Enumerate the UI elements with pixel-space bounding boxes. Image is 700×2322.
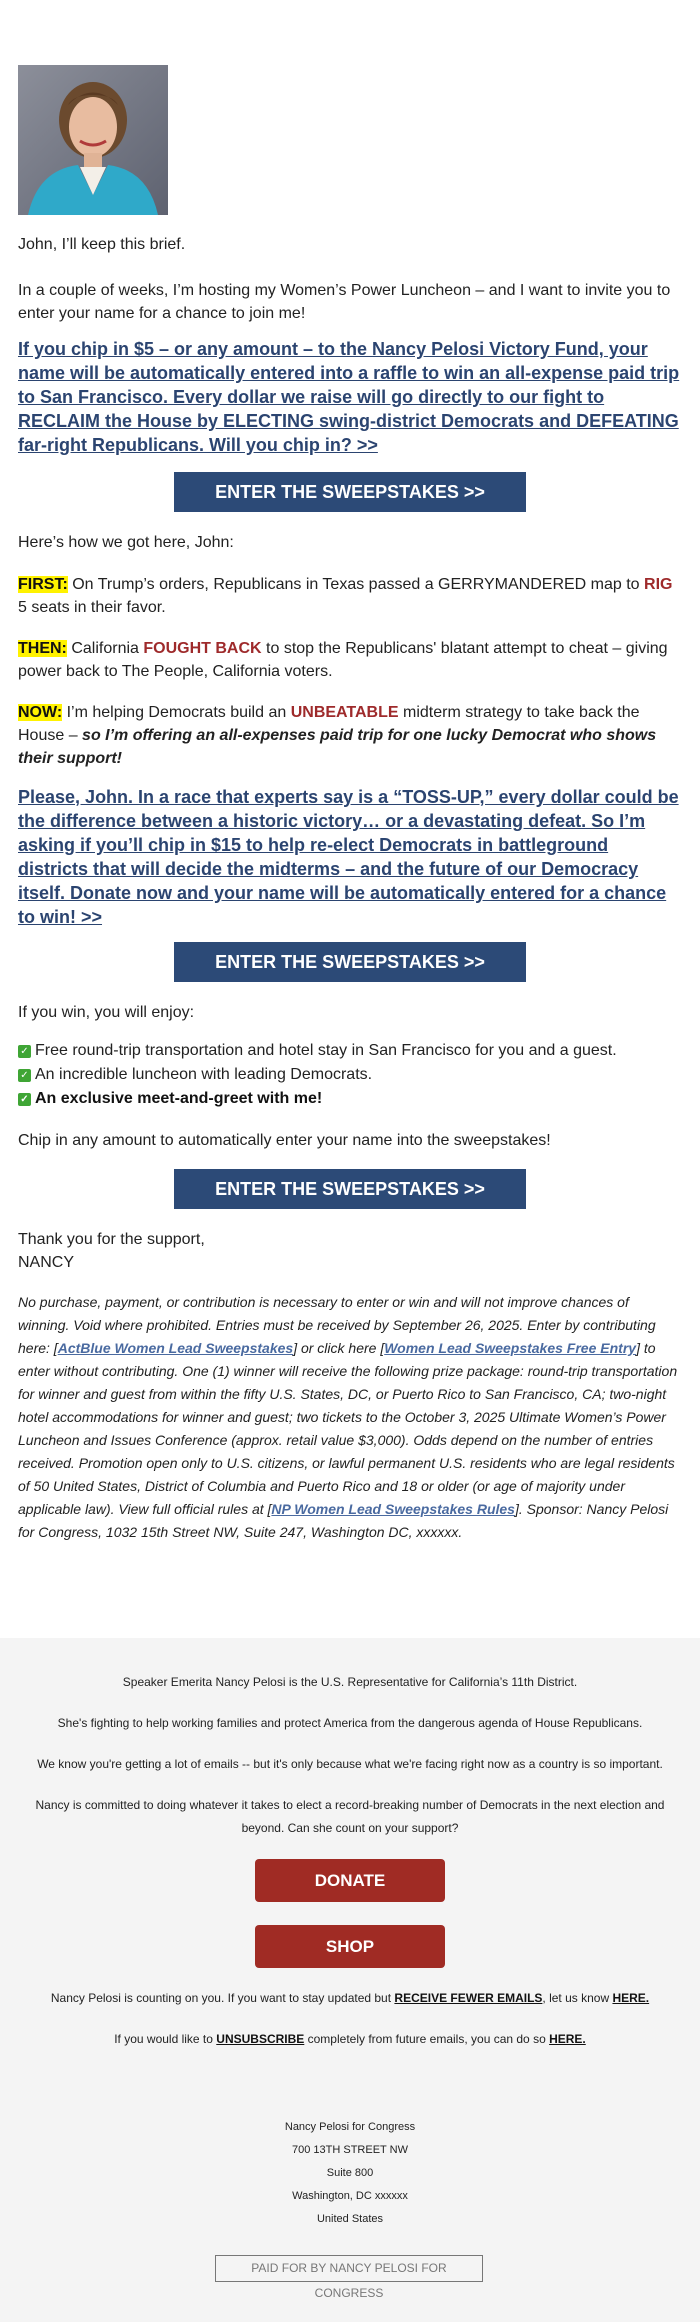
perk-item [18,1063,682,1086]
fewer-emails-here-link[interactable]: HERE. [612,1991,650,2005]
then-label: THEN: [18,640,67,657]
emphasis: RIG [644,576,673,593]
sweepstakes-disclaimer [18,1291,682,1544]
address-line: Suite 800 [326,2167,374,2179]
text: 5 seats in their favor. [18,599,166,616]
enter-sweepstakes-button-3[interactable]: ENTER THE SWEEPSTAKES >> [174,1169,526,1209]
donate-link-paragraph[interactable] [18,338,682,458]
text: Nancy Pelosi is counting on you. If you want to stay updated but [50,1991,395,2005]
enter-sweepstakes-button[interactable]: ENTER THE SWEEPSTAKES >> [174,472,526,512]
signature: NANCY [18,1254,75,1271]
shop-button[interactable]: SHOP [255,1925,445,1968]
address-line: Washington, DC xxxxxx [292,2190,408,2202]
emphasis: UNBEATABLE [290,704,399,721]
check-icon: ✓ [18,1045,31,1058]
emphasis: FOUGHT BACK [143,640,262,657]
unsubscribe-text [30,2028,670,2051]
text: to stop the Republicans' blatant attempt to cheat – giving power back to The People, California voters. [18,640,668,680]
text: ]. Sponsor: Nancy Pelosi for Congress, 1032 15th Street NW, Suite 247, Washington DC, xxxxxx. [18,1501,669,1540]
donate-link[interactable]: If you chip in $5 – or any amount – to the Nancy Pelosi Victory Fund, your name will be automatically entered into a raffle to win an all-expense paid trip to San Francisco. Every dollar we raise will go directly to our fight to RECLAIM the House by ELECTING swing-district Democrats and DEFEATING far-right Republicans. Will you chip in? >> [18,339,680,455]
footer-bio: Speaker Emerita Nancy Pelosi is the U.S. Representative for California’s 11th District. [122,1675,578,1689]
donate-button[interactable]: DONATE [255,1859,445,1902]
signoff: Thank you for the support, [18,1231,205,1248]
footer-mission: She's fighting to help working families and protect America from the dangerous agenda of House Republicans. [57,1716,643,1730]
then-paragraph [18,637,682,683]
text: , let us know [542,1991,613,2005]
text: I’m helping Democrats build an [62,704,291,721]
text: ] or click here [ [293,1340,385,1356]
actblue-sweepstakes-link[interactable]: ActBlue Women Lead Sweepstakes [57,1340,294,1356]
fewer-emails-text [10,1987,690,2010]
now-paragraph [18,701,682,770]
first-paragraph [18,573,682,619]
receive-fewer-emails-link[interactable]: RECEIVE FEWER EMAILS [394,1991,543,2005]
text: California [66,640,144,657]
perk-text: An exclusive meet-and-greet with me! [35,1090,323,1107]
check-icon: ✓ [18,1093,31,1106]
text: If you would like to [114,2032,217,2046]
perk-item [18,1087,682,1110]
paid-for-disclaimer: PAID FOR BY NANCY PELOSI FOR CONGRESS [215,2255,483,2282]
address-line: Nancy Pelosi for Congress [284,2121,416,2133]
perk-item [18,1039,682,1062]
perk-text: Free round-trip transportation and hotel stay in San Francisco for you and a guest. [35,1042,617,1059]
text: ] to enter without contributing. One (1) winner will receive the following prize package: round-trip transportation for winner and guest from within the fifty U.S. States, DC, or Puerto Rico to San Francisco, CA; two-night hotel accommodations for winner and guest; two tickets to the October 3, 2025 Ultimate Women’s Power Luncheon and Issues Conference (approx. retail value $3,000). Odds depend on the number of entries received. Promotion open only to U.S. citizens, or lawful permanent U.S. residents who are legal residents of 50 United States, District of Columbia and Puerto Rico and 18 or older (or age of majority under applicable law). View full official rules at [ [18,1340,678,1517]
donate-link-paragraph-2[interactable] [18,786,682,930]
how-text: Here’s how we got here, John: [18,534,234,551]
address-line: United States [316,2213,384,2225]
text: completely from future emails, you can do so [304,2032,550,2046]
footer-emails-note: We know you're getting a lot of emails -- but it's only because what we're facing right now as a country is so important. [37,1757,663,1771]
text: No purchase, payment, or contribution is necessary to enter or win and will not improve chances of winning. Void where prohibited. Entries must be received by September 26, 2025. Enter by contributing here: [ [18,1294,656,1356]
footer-support: Nancy is committed to doing whatever it takes to elect a record-breaking number of Democrats in the next election and beyond. Can she count on your support? [35,1798,665,1835]
unsubscribe-here-link[interactable]: HERE. [549,2032,586,2046]
text: On Trump’s orders, Republicans in Texas passed a GERRYMANDERED map to [67,576,645,593]
emphasis-italic: so I’m offering an all-expenses paid trip for one lucky Democrat who shows their support! [18,727,657,767]
greeting: John, I’ll keep this brief. [18,236,186,253]
check-icon: ✓ [18,1069,31,1082]
now-label: NOW: [18,704,63,721]
donate-link-2[interactable]: Please, John. In a race that experts say is a “TOSS-UP,” every dollar could be the difference between a historic victory… or a devastating defeat. So I’m asking if you’ll chip in $15 to help re-elect Democrats in battleground districts that will decide the midterms – and the future of our Democracy itself. Donate now and your name will be automatically entered for a chance to win! >> [18,787,679,927]
perk-text: An incredible luncheon with leading Democrats. [35,1066,373,1083]
text: midterm strategy to take back the House – [18,704,640,744]
unsubscribe-link[interactable]: UNSUBSCRIBE [216,2032,305,2046]
address-line: 700 13TH STREET NW [292,2144,408,2156]
first-label: FIRST: [18,576,68,593]
nancy-pelosi-photo [18,65,168,215]
official-rules-link[interactable]: NP Women Lead Sweepstakes Rules [271,1501,515,1517]
enter-sweepstakes-button-2[interactable]: ENTER THE SWEEPSTAKES >> [174,942,526,982]
intro-paragraph: In a couple of weeks, I’m hosting my Women’s Power Luncheon – and I want to invite you to enter your name for a chance to join me! [18,282,671,322]
chip-text: Chip in any amount to automatically enter your name into the sweepstakes! [18,1132,551,1149]
free-entry-link[interactable]: Women Lead Sweepstakes Free Entry [384,1340,637,1356]
win-intro: If you win, you will enjoy: [18,1004,195,1021]
